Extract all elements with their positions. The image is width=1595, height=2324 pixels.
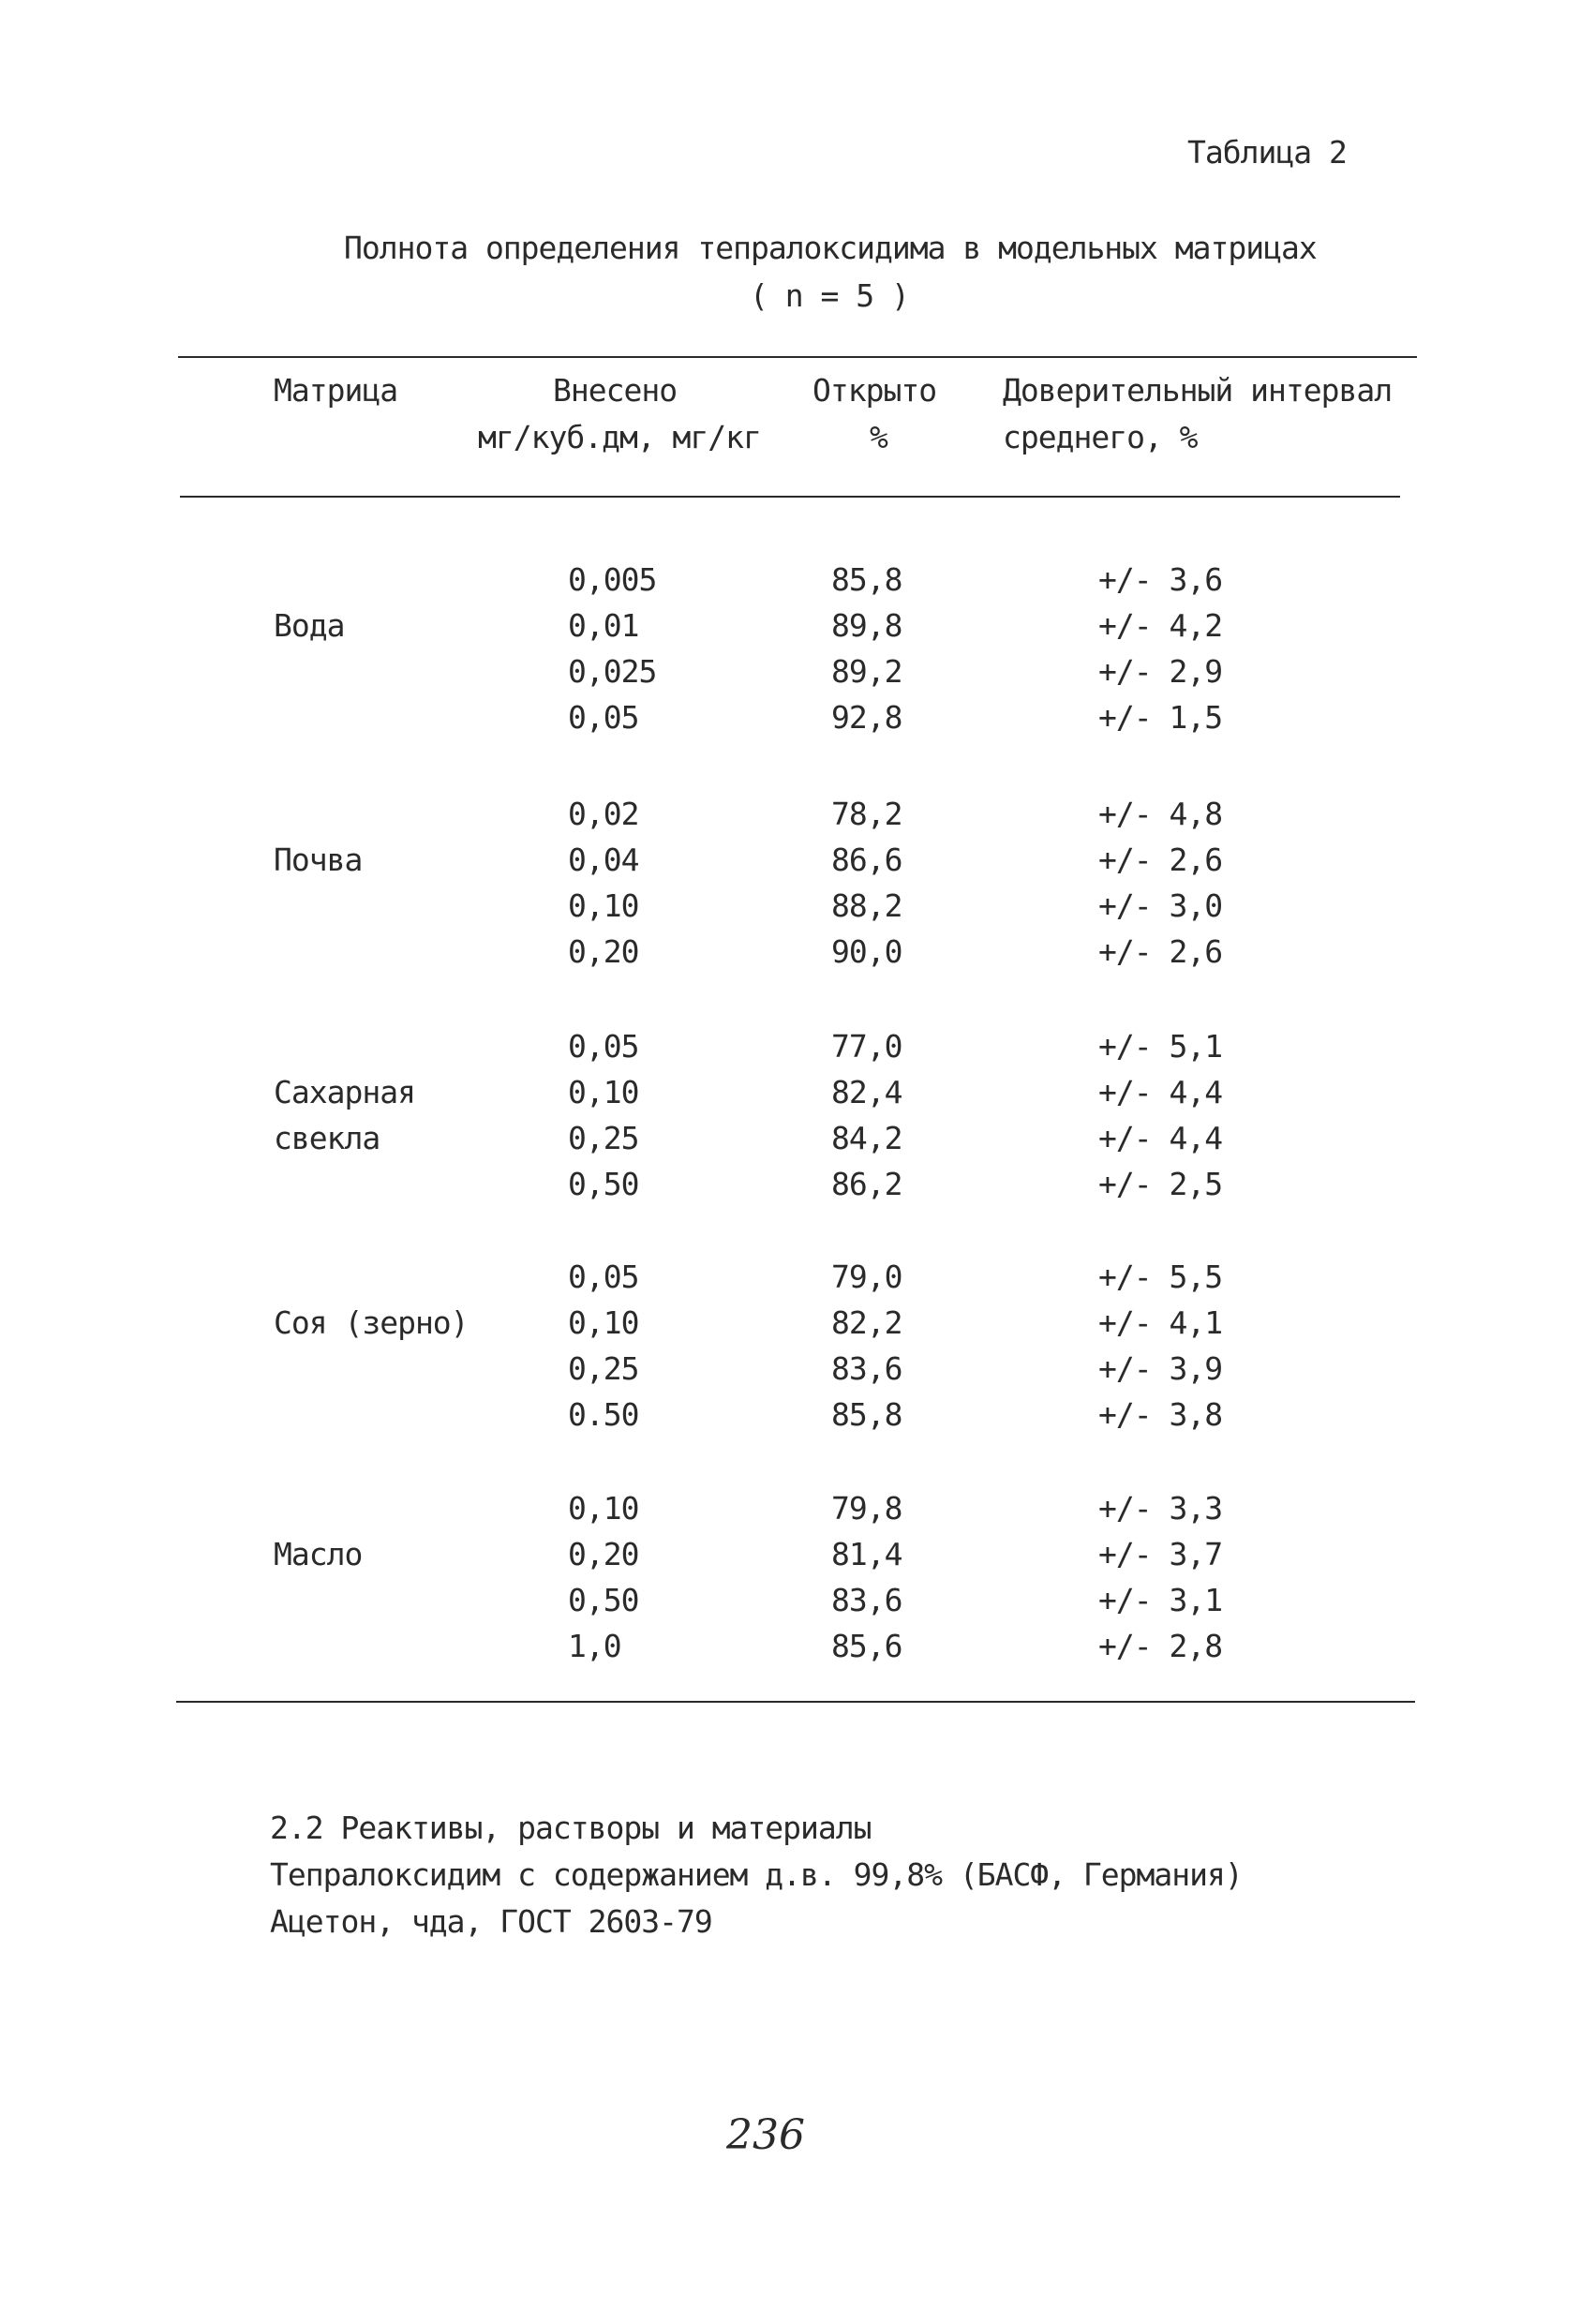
page-number: 236	[726, 2111, 805, 2159]
cell-added: 0,005	[568, 561, 657, 598]
cell-added: 0,025	[568, 653, 657, 690]
section-line-1: Тепралоксидим с содержанием д.в. 99,8% (БАСФ, Германия)	[270, 1856, 1243, 1893]
cell-ci: +/- 3,1	[1098, 1582, 1223, 1618]
cell-found: 89,8	[831, 607, 902, 644]
header-added-2: мг/куб.дм, мг/кг	[478, 419, 761, 455]
cell-ci: +/- 3,8	[1098, 1396, 1223, 1433]
cell-ci: +/- 1,5	[1098, 699, 1223, 736]
rule-top	[178, 356, 1417, 358]
cell-found: 78,2	[831, 796, 902, 832]
matrix-label: Сахарная	[274, 1074, 415, 1110]
cell-found: 86,6	[831, 842, 902, 878]
header-matrix: Матрица	[274, 372, 398, 409]
cell-added: 0,04	[568, 842, 639, 878]
cell-found: 88,2	[831, 887, 902, 924]
cell-ci: +/- 5,5	[1098, 1259, 1223, 1295]
header-ci-1: Доверительный интервал	[1003, 372, 1393, 409]
matrix-label: Почва	[274, 842, 363, 878]
cell-added: 0,20	[568, 933, 639, 970]
rule-header	[180, 496, 1400, 498]
cell-ci: +/- 4,4	[1098, 1120, 1223, 1156]
cell-found: 84,2	[831, 1120, 902, 1156]
section-heading: 2.2 Реактивы, растворы и материалы	[270, 1810, 872, 1846]
cell-added: 0,50	[568, 1582, 639, 1618]
cell-found: 90,0	[831, 933, 902, 970]
cell-ci: +/- 3,0	[1098, 887, 1223, 924]
cell-added: 0,10	[568, 1074, 639, 1110]
cell-ci: +/- 2,5	[1098, 1166, 1223, 1202]
cell-ci: +/- 2,6	[1098, 933, 1223, 970]
cell-found: 85,8	[831, 1396, 902, 1433]
matrix-label: Вода	[274, 607, 345, 644]
cell-ci: +/- 2,9	[1098, 653, 1223, 690]
cell-added: 0,01	[568, 607, 639, 644]
cell-found: 85,8	[831, 561, 902, 598]
cell-found: 86,2	[831, 1166, 902, 1202]
cell-added: 0,05	[568, 1028, 639, 1065]
cell-found: 79,8	[831, 1490, 902, 1527]
cell-ci: +/- 3,6	[1098, 561, 1223, 598]
table-title: Полнота определения тепралоксидима в модельных матрицах	[344, 230, 1317, 266]
table-subtitle: ( n = 5 )	[750, 277, 909, 314]
cell-added: 0,05	[568, 699, 639, 736]
rule-bottom	[176, 1701, 1415, 1703]
cell-ci: +/- 5,1	[1098, 1028, 1223, 1065]
cell-added: 0,10	[568, 1490, 639, 1527]
header-added-1: Внесено	[553, 372, 678, 409]
cell-added: 0,50	[568, 1166, 639, 1202]
cell-found: 83,6	[831, 1582, 902, 1618]
cell-found: 82,2	[831, 1304, 902, 1341]
cell-added: 0,02	[568, 796, 639, 832]
cell-found: 89,2	[831, 653, 902, 690]
cell-ci: +/- 3,9	[1098, 1350, 1223, 1387]
table-label: Таблица 2	[1187, 134, 1347, 171]
cell-found: 82,4	[831, 1074, 902, 1110]
matrix-label: свекла	[274, 1120, 380, 1156]
cell-ci: +/- 4,8	[1098, 796, 1223, 832]
cell-added: 0,10	[568, 1304, 639, 1341]
cell-added: 0.50	[568, 1396, 639, 1433]
cell-added: 0,05	[568, 1259, 639, 1295]
cell-ci: +/- 2,6	[1098, 842, 1223, 878]
cell-found: 83,6	[831, 1350, 902, 1387]
matrix-label: Соя (зерно)	[274, 1304, 469, 1341]
header-ci-2: среднего, %	[1003, 419, 1198, 455]
cell-found: 81,4	[831, 1536, 902, 1572]
cell-added: 0,25	[568, 1120, 639, 1156]
cell-found: 85,6	[831, 1628, 902, 1664]
cell-ci: +/- 3,3	[1098, 1490, 1223, 1527]
section-line-2: Ацетон, чда, ГОСТ 2603-79	[270, 1903, 712, 1940]
cell-added: 0,25	[568, 1350, 639, 1387]
matrix-label: Масло	[274, 1536, 363, 1572]
cell-found: 92,8	[831, 699, 902, 736]
cell-ci: +/- 4,4	[1098, 1074, 1223, 1110]
header-found-1: Открыто	[812, 372, 937, 409]
cell-ci: +/- 2,8	[1098, 1628, 1223, 1664]
header-found-2: %	[870, 419, 887, 455]
cell-found: 79,0	[831, 1259, 902, 1295]
cell-ci: +/- 4,2	[1098, 607, 1223, 644]
cell-added: 1,0	[568, 1628, 621, 1664]
cell-added: 0,20	[568, 1536, 639, 1572]
cell-ci: +/- 4,1	[1098, 1304, 1223, 1341]
cell-added: 0,10	[568, 887, 639, 924]
cell-found: 77,0	[831, 1028, 902, 1065]
cell-ci: +/- 3,7	[1098, 1536, 1223, 1572]
